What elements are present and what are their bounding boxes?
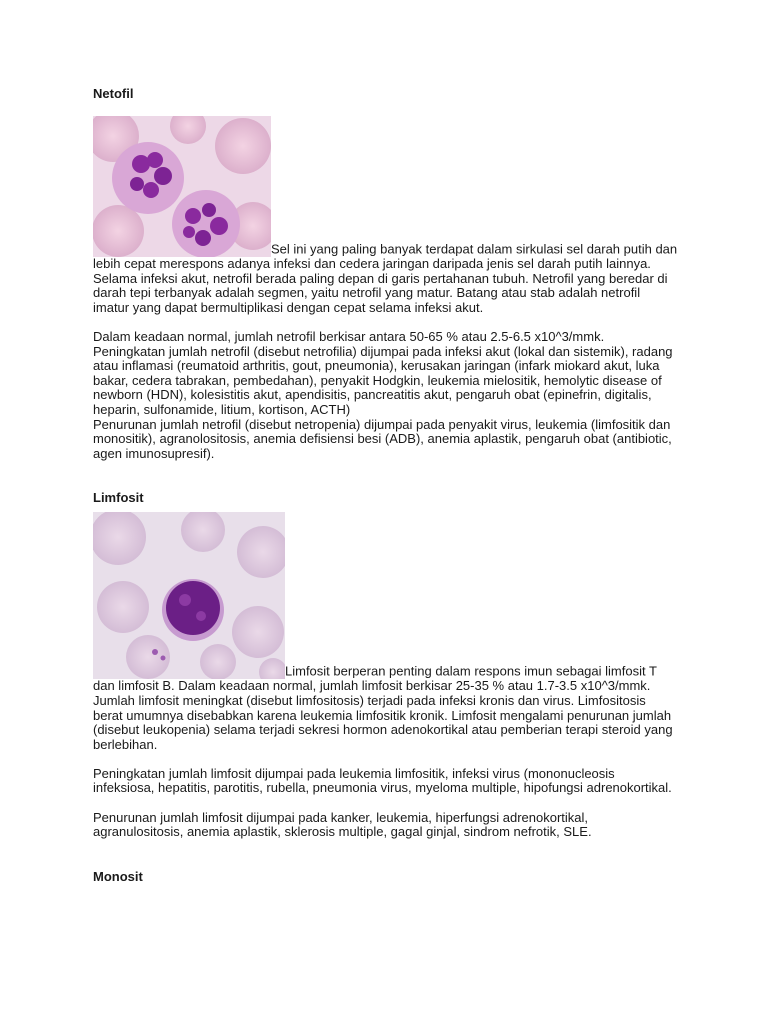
limfosit-increase-paragraph: Peningkatan jumlah limfosit dijumpai pada leukemia limfositik, infeksi virus (mononucleosis infeksiosa, hepatitis, parotitis, rubella, pneumonia virus, myeloma multiple, hipofungsi adrenokortikal. [93,765,672,796]
netrofil-intro-text: Sel ini yang paling banyak terdapat dalam sirkulasi sel darah putih dan lebih cepat merespons adanya infeksi dan cedera jaringan daripada jenis sel darah putih lainnya. Selama infeksi akut, netrofil berada paling depan di garis pertahanan tubuh. Netrofil yang beredar di darah tepi terbanyak adalah segmen, yaitu netrofil yang matur. Batang atau stab adalah netrofil imatur yang dapat bermultiplikasi dengan cepat selama infeksi akut. [93,241,678,315]
limfosit-decrease-paragraph: Penurunan jumlah limfosit dijumpai pada kanker, leukemia, hiperfungsi adrenokortikal, agranulositosis, anemia aplastik, sklerosis multiple, gagal ginjal, sindrom nefrotik, SLE. [93,809,592,840]
limfosit-intro-text: Limfosit berperan penting dalam respons imun sebagai limfosit T dan limfosit B. Dalam keadaan normal, jumlah limfosit berkisar 25-35 % atau 1.7-3.5 x10^3/mmk. Jumlah limfosit meningkat (disebut limfositosis) terjadi pada infeksi kronis dan virus. Limfositosis berat umumnya disebabkan karena leukemia limfositik kronik. Limfosit mengalami penurunan jumlah (disebut leukopenia) selama terjadi sekresi hormon adenokortikal atau pemberian terapi steroid yang berlebihan. [93,663,673,752]
section-title-limfosit: Limfosit [93,490,144,506]
document-page [93,86,678,884]
netrofil-increase-paragraph: Peningkatan jumlah netrofil (disebut netrofilia) dijumpai pada infeksi akut (lokal dan sistemik), radang atau inflamasi (reumatoid arthritis, gout, pneumonia), kerusakan jaringan (infark miokard akut, luka bakar, cedera tabrakan, pembedahan), penyakit Hodgkin, leukemia mielositik, hemolytic disease of newborn (HDN), kolesistitis akut, apendisitis, pancreatitis akut, pengaruh obat (epinefrin, digitalis, heparin, sulfonamide, litium, kortison, ACTH) [93,343,673,417]
limfosit-intro-paragraph [93,512,678,752]
netrofil-decrease-paragraph: Penurunan jumlah netrofil (disebut netropenia) dijumpai pada penyakit virus, leukemia (limfositik dan monositik), agranolositosis, anemia defisiensi besi (ADB), anemia aplastik, pengaruh obat (antibiotic, agen imunosupresif). [93,416,672,461]
section-title-monosit: Monosit [93,868,143,884]
section-title-netrofil: Netofil [93,86,134,101]
netrofil-intro-paragraph [93,116,678,315]
neutrophil-micrograph [93,116,271,257]
lymphocyte-micrograph [93,512,285,679]
netrofil-normal-paragraph: Dalam keadaan normal, jumlah netrofil berkisar antara 50-65 % atau 2.5-6.5 x10^3/mmk. [93,328,605,344]
